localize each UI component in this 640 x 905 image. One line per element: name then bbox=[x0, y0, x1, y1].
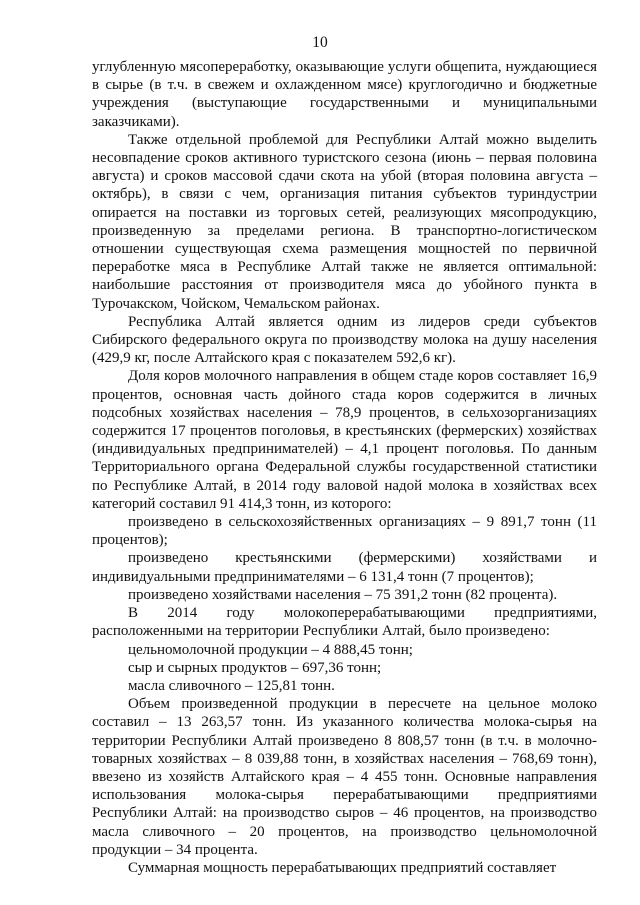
paragraph-continuation: углубленную мясопереработку, оказывающие услуги общепита, нуждающиеся в сырье (в т.ч. в свежем и охлажденном мясе) круглогодично и бюджетные учреждения (выступающие государственными и муниципальными заказчиками). bbox=[92, 59, 597, 130]
paragraph-milk-leader: Республика Алтай является одним из лидеров среди субъектов Сибирского федерального округа по производству молока на душу населения (429,9 кг, после Алтайского края с показателем 592,6 кг). bbox=[92, 313, 597, 367]
list-item-whole-milk: цельномолочной продукции – 4 888,45 тонн; bbox=[128, 641, 413, 658]
paragraph-capacity: Суммарная мощность перерабатывающих предприятий составляет bbox=[128, 859, 557, 876]
paragraph-tourism-season: Также отдельной проблемой для Республики Алтай можно выделить несовпадение сроков активного туристского сезона (июнь – первая половина августа) и сроков массовой сдачи скота на убой (вторая половина августа – октябрь), в связи с чем, организация питания субъектов туриндустрии опирается на поставки из торговых сетей, реализующих мясопродукцию, произведенную за пределами региона. В транспортно-логистическом отношении существующая схема размещения мощностей по первичной переработке мяса в Республике Алтай также не является оптимальной: наибольшие расстояния от производителя мяса до убойного пункта в Турочакском, Чойском, Чемальском районах. bbox=[92, 131, 597, 312]
page-number: 10 bbox=[312, 34, 328, 51]
list-item-households: произведено хозяйствами населения – 75 391,2 тонн (82 процента). bbox=[128, 586, 558, 603]
document-body bbox=[92, 58, 597, 877]
list-item-agri-orgs: произведено в сельскохозяйственных организациях – 9 891,7 тонн (11 процентов); bbox=[92, 514, 597, 549]
paragraph-production-volume: Объем произведенной продукции в пересчете на цельное молоко составил – 13 263,57 тонн. Из указанного количества молока-сырья на территории Республики Алтай произведено 8 808,57 тонн (в т.ч. в молочно-товарных хозяйствах – 8 039,88 тонн, в хозяйствах населения – 768,69 тонн), ввезено из хозяйств Алтайского края – 4 455 тонн. Основные направления использования молока-сырья перерабатывающими предприятиями Республики Алтай: на производство сыров – 46 процентов, на производство масла сливочного – 20 процентов, на производство цельномолочной продукции – 34 процента. bbox=[92, 696, 597, 858]
list-item-butter: масла сливочного – 125,81 тонн. bbox=[128, 677, 335, 694]
list-item-farmers: произведено крестьянскими (фермерскими) хозяйствами и индивидуальными предпринимателями – 6 131,4 тонн (7 процентов); bbox=[92, 550, 597, 585]
list-item-cheese: сыр и сырных продуктов – 697,36 тонн; bbox=[128, 659, 382, 676]
paragraph-processing-2014: В 2014 году молокоперерабатывающими предприятиями, расположенными на территории Республики Алтай, было произведено: bbox=[92, 605, 597, 640]
paragraph-dairy-herd: Доля коров молочного направления в общем стаде коров составляет 16,9 процентов, основная часть дойного стада коров содержится в личных подсобных хозяйствах населения – 78,9 процентов, в сельхозорганизациях содержится 17 процентов поголовья, в крестьянских (фермерских) хозяйствах (индивидуальных предпринимателей) – 4,1 процент поголовья. По данным Территориального органа Федеральной службы государственной статистики по Республике Алтай, в 2014 году валовой надой молока в хозяйствах всех категорий составил 91 414,3 тонн, из которого: bbox=[92, 368, 597, 512]
